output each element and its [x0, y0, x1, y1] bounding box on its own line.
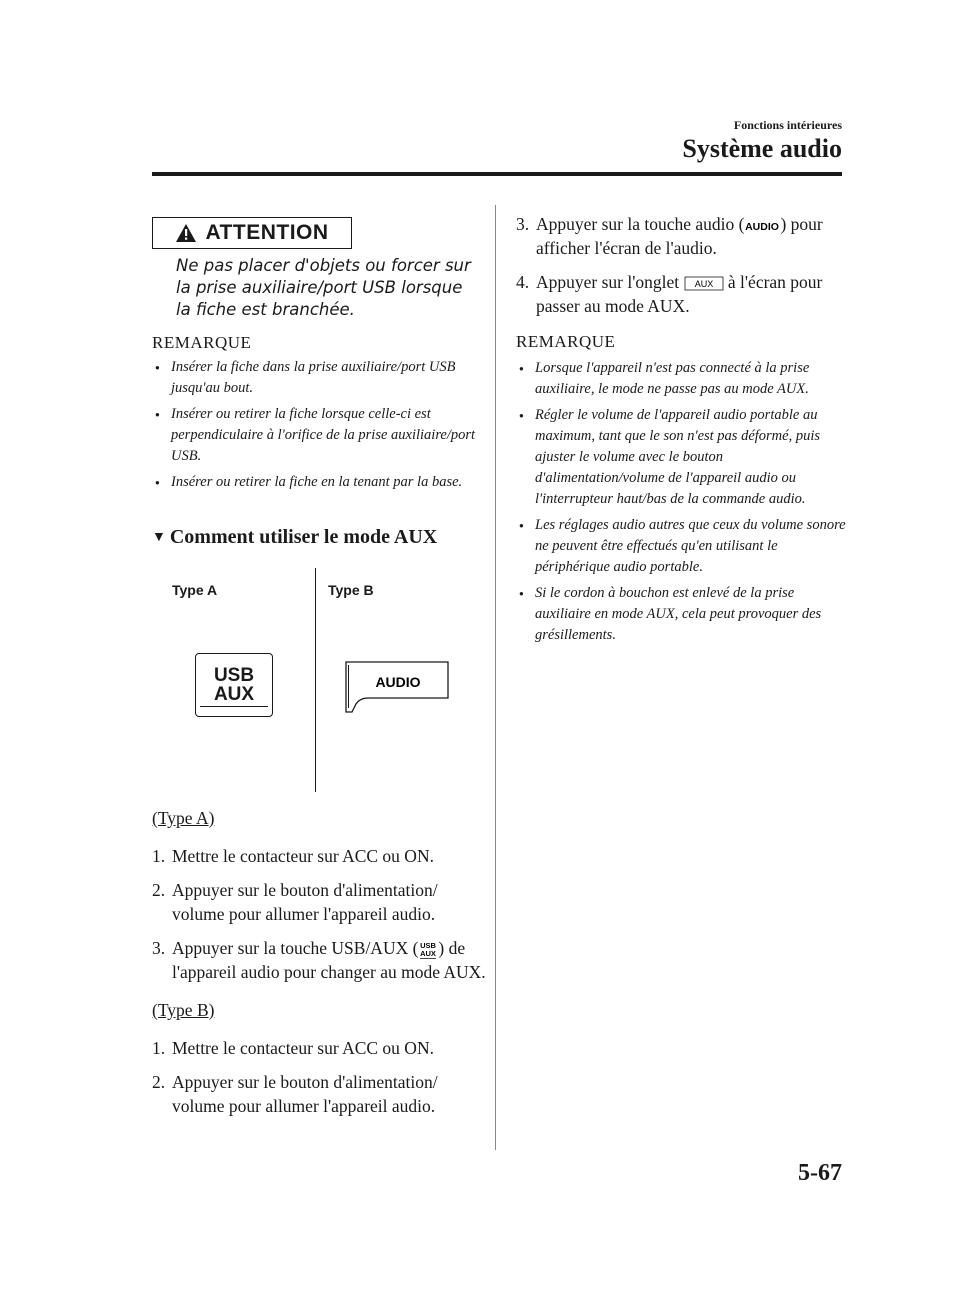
- list-item: ● Les réglages audio autres que ceux du volume sonore ne peuvent être effectués qu'en utilisant le périphérique audio portable.: [516, 515, 846, 578]
- usb-aux-icon: [418, 940, 438, 960]
- warning-icon: [175, 223, 197, 243]
- type-b-block: [152, 998, 487, 1118]
- type-a-heading: (Type A): [152, 808, 215, 828]
- header-rule: [152, 172, 842, 176]
- aux-label: AUX: [213, 684, 255, 705]
- attention-label: ATTENTION: [205, 221, 329, 244]
- step-item: 3. Appuyer sur la touche audio ( AUDIO ) pour afficher l'écran de l'audio.: [516, 214, 823, 258]
- section-heading: [152, 526, 437, 549]
- type-a-block: [152, 806, 487, 984]
- right-column: [516, 212, 846, 651]
- list-item: ● Régler le volume de l'appareil audio portable au maximum, tant que le son n'est pas déformé, puis ajuster le volume avec le bouton d'alimentation/volume de l'appareil audio ou l'interrupteur haut/bas de la commande audio.: [516, 405, 846, 510]
- figure: [152, 568, 482, 794]
- audio-icon: [744, 218, 780, 234]
- step-item: 1. Mettre le contacteur sur ACC ou ON.: [152, 846, 434, 866]
- note-list: [152, 357, 482, 493]
- list-item: ● Insérer ou retirer la fiche lorsque celle-ci est perpendiculaire à l'orifice de la prise auxiliaire/port USB.: [152, 404, 482, 467]
- step-item: 2. Appuyer sur le bouton d'alimentation/ volume pour allumer l'appareil audio.: [152, 880, 438, 924]
- list-item: ● Lorsque l'appareil n'est pas connecté à la prise auxiliaire, le mode ne passe pas au mode AUX.: [516, 358, 846, 400]
- step-item: 3. Appuyer sur la touche USB/AUX ( USB AUX ) de l'appareil audio pour changer au mode AUX.: [152, 938, 486, 982]
- step-item: 1. Mettre le contacteur sur ACC ou ON.: [152, 1038, 434, 1058]
- svg-text:AUDIO: AUDIO: [745, 220, 780, 233]
- figure-label-b: Type B: [328, 582, 374, 598]
- note-list: [516, 358, 846, 646]
- note-heading: REMARQUE: [516, 332, 616, 351]
- attention-box: [152, 217, 352, 249]
- list-item: ● Insérer la fiche dans la prise auxiliaire/port USB jusqu'au bout.: [152, 357, 482, 399]
- section-title: Comment utiliser le mode AUX: [169, 526, 438, 548]
- column-divider: [495, 205, 496, 1150]
- note-heading: REMARQUE: [152, 333, 252, 352]
- list-item: ● Insérer ou retirer la fiche en la tenant par la base.: [152, 472, 482, 493]
- svg-text:AUX: AUX: [420, 948, 437, 958]
- page-number: 5-67: [798, 1160, 842, 1186]
- aux-tab-icon: [684, 276, 724, 292]
- audio-label: AUDIO: [375, 674, 421, 690]
- triangle-down-icon: ▼: [152, 529, 166, 545]
- header-section: Fonctions intérieures: [733, 118, 842, 132]
- page-title: Système audio: [682, 134, 842, 163]
- step-item: 4. Appuyer sur l'onglet AUX à l'écran pour passer au mode AUX.: [516, 272, 823, 316]
- note-left: [152, 333, 482, 498]
- svg-text:AUX: AUX: [694, 278, 713, 289]
- figure-divider: [315, 568, 316, 792]
- usb-aux-button-illustration: [195, 653, 273, 717]
- type-b-heading: (Type B): [152, 1000, 215, 1020]
- attention-text: Ne pas placer d'objets ou forcer sur la prise auxiliaire/port USB lorsque la fiche est branchée.: [176, 256, 471, 319]
- step-item: 2. Appuyer sur le bouton d'alimentation/ volume pour allumer l'appareil audio.: [152, 1072, 438, 1116]
- list-item: ● Si le cordon à bouchon est enlevé de la prise auxiliaire en mode AUX, cela peut provoquer des grésillements.: [516, 583, 846, 646]
- usb-label: USB: [213, 665, 255, 686]
- audio-button-illustration: [340, 656, 452, 716]
- figure-label-a: Type A: [172, 582, 218, 598]
- svg-text:USB: USB: [420, 940, 437, 950]
